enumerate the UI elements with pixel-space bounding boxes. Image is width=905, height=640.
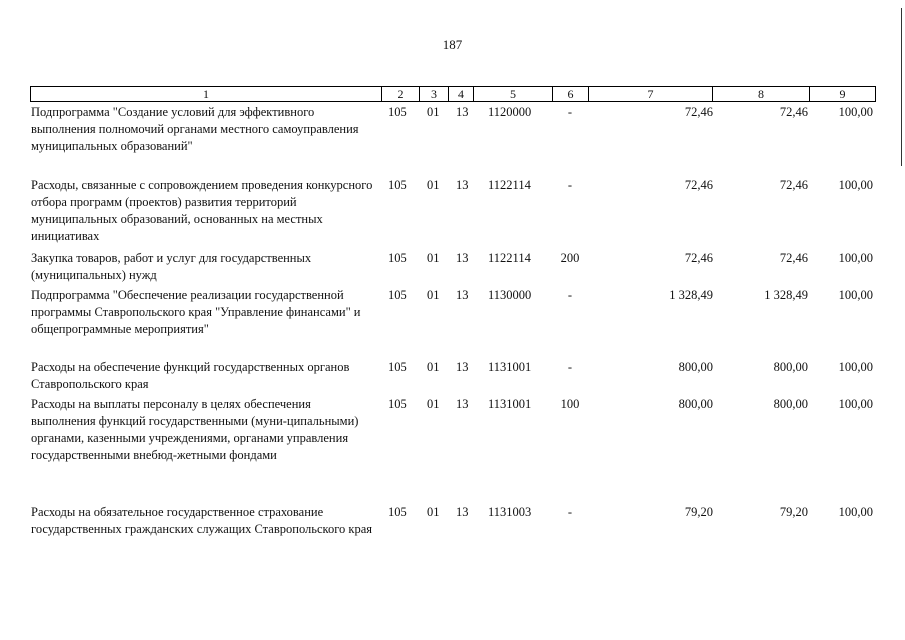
row-col-6: - (567, 360, 573, 374)
row-col-6: 100 (560, 397, 580, 411)
row-col-4: 13 (456, 505, 469, 519)
row-col-7: 800,00 (678, 360, 713, 374)
page-edge-line (901, 8, 902, 166)
header-col-1: 1 (31, 87, 382, 101)
row-col-4: 13 (456, 251, 469, 265)
row-col-9: 100,00 (838, 251, 873, 265)
row-description: Подпрограмма "Создание условий для эффективного выполнения полномочий органами местного самоуправления муниципальных образований" (31, 105, 359, 153)
row-col-5: 1131001 (488, 397, 532, 411)
row-col-8: 800,00 (773, 360, 808, 374)
row-col-2: 105 (388, 251, 407, 265)
header-col-6: 6 (553, 87, 589, 101)
row-col-5: 1130000 (488, 288, 532, 302)
row-col-5: 1120000 (488, 105, 532, 119)
row-col-5: 1122114 (488, 251, 531, 265)
row-col-3: 01 (427, 251, 440, 265)
row-description: Расходы, связанные с сопровождением проведения конкурсного отбора программ (проектов) развития территорий муниципальных образований, основанных на местных инициативах (31, 178, 373, 243)
header-col-9: 9 (839, 87, 846, 101)
row-col-7: 79,20 (684, 505, 713, 519)
row-col-4: 13 (456, 288, 469, 302)
row-col-7: 72,46 (684, 105, 713, 119)
header-col-4: 4 (449, 87, 474, 101)
row-col-2: 105 (388, 178, 407, 192)
row-col-3: 01 (427, 505, 440, 519)
row-col-4: 13 (456, 397, 469, 411)
row-col-8: 800,00 (773, 397, 808, 411)
row-col-8: 72,46 (779, 105, 808, 119)
row-col-6: 200 (560, 251, 580, 265)
row-col-2: 105 (388, 397, 407, 411)
row-col-8: 79,20 (779, 505, 808, 519)
header-col-2: 2 (382, 87, 420, 101)
row-col-6: - (567, 288, 573, 302)
row-col-9: 100,00 (838, 397, 873, 411)
row-col-3: 01 (427, 288, 440, 302)
header-col-7: 7 (589, 87, 713, 101)
row-col-6: - (567, 105, 573, 119)
row-col-8: 72,46 (779, 251, 808, 265)
page-number: 187 (442, 37, 463, 52)
row-col-9: 100,00 (838, 105, 873, 119)
row-description: Подпрограмма "Обеспечение реализации государственной программы Ставропольского края "Управление финансами" и общепрограммные мероприятия" (31, 288, 361, 336)
row-col-9: 100,00 (838, 288, 873, 302)
row-col-4: 13 (456, 360, 469, 374)
row-col-5: 1131001 (488, 360, 532, 374)
row-col-3: 01 (427, 397, 440, 411)
row-col-3: 01 (427, 178, 440, 192)
row-col-3: 01 (427, 360, 440, 374)
row-col-2: 105 (388, 505, 407, 519)
row-col-5: 1131003 (488, 505, 532, 519)
row-col-7: 72,46 (684, 251, 713, 265)
table-header-row (30, 86, 876, 102)
header-col-8: 8 (713, 87, 810, 101)
row-col-8: 72,46 (779, 178, 808, 192)
row-col-7: 1 328,49 (669, 288, 713, 302)
row-description: Расходы на обязательное государственное страхование государственных гражданских служащих Ставропольского края (31, 505, 373, 536)
row-col-9: 100,00 (838, 505, 873, 519)
header-col-5: 5 (474, 87, 553, 101)
row-col-4: 13 (456, 105, 469, 119)
header-col-3: 3 (420, 87, 449, 101)
row-col-6: - (567, 178, 573, 192)
row-col-5: 1122114 (488, 178, 531, 192)
row-col-8: 1 328,49 (764, 288, 808, 302)
row-col-9: 100,00 (838, 360, 873, 374)
row-col-6: - (567, 505, 573, 519)
row-col-7: 72,46 (684, 178, 713, 192)
row-description: Расходы на обеспечение функций государственных органов Ставропольского края (31, 360, 350, 391)
row-col-2: 105 (388, 360, 407, 374)
row-col-2: 105 (388, 288, 407, 302)
row-col-4: 13 (456, 178, 469, 192)
row-col-2: 105 (388, 105, 407, 119)
row-description: Расходы на выплаты персоналу в целях обеспечения выполнения функций государственными (муни-ципальными) органами, казенными учреждениями, органами управления государственными внебюд-жетными фондами (31, 397, 359, 462)
row-col-7: 800,00 (678, 397, 713, 411)
row-description: Закупка товаров, работ и услуг для государственных (муниципальных) нужд (31, 251, 312, 282)
row-col-3: 01 (427, 105, 440, 119)
row-col-9: 100,00 (838, 178, 873, 192)
